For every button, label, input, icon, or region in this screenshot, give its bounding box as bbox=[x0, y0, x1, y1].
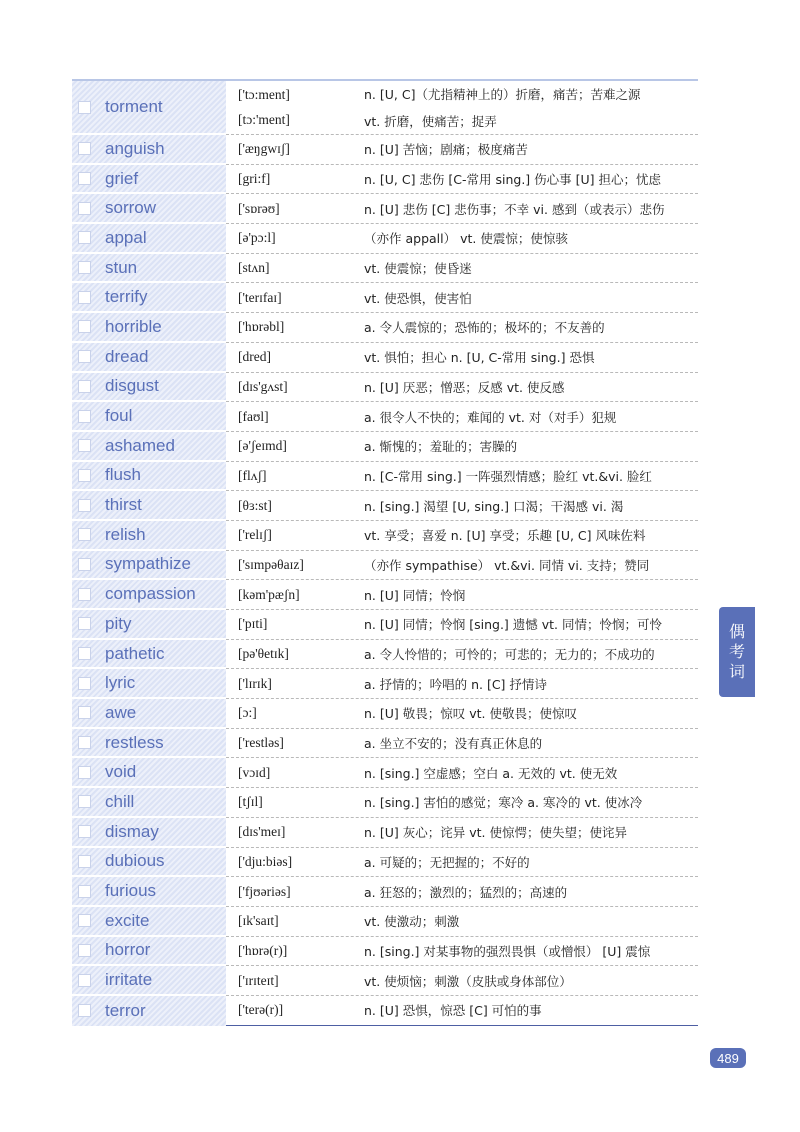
vocab-row bbox=[72, 194, 698, 224]
entry-details bbox=[226, 669, 698, 699]
phonetic: ['æŋgwɪʃ] bbox=[238, 141, 290, 157]
phonetic: [stʌn] bbox=[238, 260, 270, 276]
definition: n. [U] 厌恶；憎恶；反感 vt. 使反感 bbox=[364, 379, 565, 395]
entry-details bbox=[226, 194, 698, 224]
definition: a. 令人怜惜的；可怜的；可悲的；无力的；不成功的 bbox=[364, 647, 655, 663]
word-cell bbox=[72, 283, 226, 313]
vocab-word: lyric bbox=[105, 673, 136, 693]
section-tab bbox=[719, 607, 755, 697]
word-cell bbox=[72, 135, 226, 165]
definition: n. [U] 同情；怜悯 [sing.] 遗憾 vt. 同情；怜悯；可怜 bbox=[364, 617, 662, 633]
phonetic: [dred] bbox=[238, 349, 271, 365]
entry-details bbox=[226, 818, 698, 848]
vocab-row bbox=[72, 818, 698, 848]
phonetic: [flʌʃ] bbox=[238, 467, 267, 483]
vocab-row bbox=[72, 165, 698, 195]
entry-details bbox=[226, 640, 698, 670]
vocab-word: anguish bbox=[105, 138, 165, 158]
word-cell bbox=[72, 818, 226, 848]
entry-details bbox=[226, 81, 698, 135]
word-cell bbox=[72, 194, 226, 224]
entry-details bbox=[226, 551, 698, 581]
vocab-row bbox=[72, 788, 698, 818]
phonetic: ['terə(r)] bbox=[238, 1002, 284, 1018]
phonetic: [dɪs'gʌst] bbox=[238, 378, 288, 394]
word-cell bbox=[72, 699, 226, 729]
entry-details bbox=[226, 224, 698, 254]
vocab-row bbox=[72, 283, 698, 313]
vocab-word: pathetic bbox=[105, 643, 165, 663]
word-checkbox[interactable] bbox=[78, 350, 91, 363]
word-checkbox[interactable] bbox=[78, 617, 91, 630]
entry-details bbox=[226, 283, 698, 313]
phonetic: ['relɪʃ] bbox=[238, 527, 272, 543]
entry-details bbox=[226, 373, 698, 403]
entry-details bbox=[226, 937, 698, 967]
vocab-row bbox=[72, 580, 698, 610]
definition bbox=[364, 85, 698, 130]
entry-details bbox=[226, 135, 698, 165]
phonetic: [ɔ:] bbox=[238, 705, 257, 721]
vocab-row bbox=[72, 432, 698, 462]
section-tab-char: 词 bbox=[728, 662, 745, 681]
vocab-row bbox=[72, 966, 698, 996]
entry-details bbox=[226, 462, 698, 492]
phonetic: [faʊl] bbox=[238, 408, 269, 424]
word-cell bbox=[72, 580, 226, 610]
word-cell bbox=[72, 788, 226, 818]
entry-details bbox=[226, 758, 698, 788]
definition: n. [sing.] 对某事物的强烈畏惧（或憎恨） [U] 震惊 bbox=[364, 943, 651, 959]
word-cell bbox=[72, 758, 226, 788]
word-checkbox[interactable] bbox=[78, 914, 91, 927]
phonetic: [ɪk'saɪt] bbox=[238, 913, 279, 929]
vocab-word: furious bbox=[105, 881, 157, 901]
section-tab-char: 考 bbox=[728, 642, 745, 661]
entry-details bbox=[226, 610, 698, 640]
phonetic: ['pɪti] bbox=[238, 616, 268, 632]
word-checkbox[interactable] bbox=[78, 885, 91, 898]
definition: vt. 惧怕；担心 n. [U, C-常用 sing.] 恐惧 bbox=[364, 350, 595, 366]
word-cell bbox=[72, 551, 226, 581]
word-cell bbox=[72, 254, 226, 284]
vocab-word: void bbox=[105, 762, 137, 782]
entry-details bbox=[226, 699, 698, 729]
vocab-row bbox=[72, 551, 698, 581]
word-checkbox[interactable] bbox=[78, 677, 91, 690]
word-checkbox[interactable] bbox=[78, 291, 91, 304]
vocab-word: horror bbox=[105, 940, 151, 960]
vocab-row bbox=[72, 343, 698, 373]
word-checkbox[interactable] bbox=[78, 528, 91, 541]
vocab-word: sorrow bbox=[105, 198, 157, 218]
vocab-word: thirst bbox=[105, 495, 142, 515]
definition: n. [sing.] 空虚感；空白 a. 无效的 vt. 使无效 bbox=[364, 765, 618, 781]
word-cell bbox=[72, 729, 226, 759]
definition: vt. 使恐惧，使害怕 bbox=[364, 290, 472, 306]
vocab-row bbox=[72, 313, 698, 343]
vocab-word: grief bbox=[105, 168, 139, 188]
phonetic: ['sɪmpəθaɪz] bbox=[238, 556, 304, 572]
phonetic: ['sɒrəʊ] bbox=[238, 200, 280, 216]
phonetic-line: [tɔ:'ment] bbox=[238, 112, 290, 127]
phonetic: [ə'pɔ:l] bbox=[238, 230, 276, 246]
definition: vt. 享受；喜爱 n. [U] 享受；乐趣 [U, C] 风味佐料 bbox=[364, 528, 646, 544]
entry-details bbox=[226, 254, 698, 284]
definition: n. [U] 苦恼；剧痛；极度痛苦 bbox=[364, 142, 528, 158]
word-checkbox[interactable] bbox=[78, 380, 91, 393]
vocab-word: terrify bbox=[105, 287, 148, 307]
entry-details bbox=[226, 580, 698, 610]
definition: vt. 使烦恼；刺激（皮肤或身体部位） bbox=[364, 973, 572, 989]
vocab-word: sympathize bbox=[105, 554, 191, 574]
vocab-word: awe bbox=[105, 702, 137, 722]
phonetic: ['lɪrɪk] bbox=[238, 675, 272, 691]
word-checkbox[interactable] bbox=[78, 499, 91, 512]
word-cell bbox=[72, 640, 226, 670]
vocabulary-table bbox=[72, 79, 698, 1026]
definition: a. 令人震惊的；恐怖的；极坏的；不友善的 bbox=[364, 320, 605, 336]
vocab-row bbox=[72, 758, 698, 788]
vocab-word: stun bbox=[105, 257, 138, 277]
vocab-word: restless bbox=[105, 732, 164, 752]
word-checkbox[interactable] bbox=[78, 469, 91, 482]
definition: （亦作 sympathise） vt.&vi. 同情 vi. 支持；赞同 bbox=[364, 557, 650, 573]
vocab-word: torment bbox=[105, 97, 163, 116]
vocab-row bbox=[72, 848, 698, 878]
phonetic-line: ['tɔ:ment] bbox=[238, 87, 290, 102]
vocab-row bbox=[72, 373, 698, 403]
entry-details bbox=[226, 521, 698, 551]
word-checkbox[interactable] bbox=[78, 320, 91, 333]
word-checkbox[interactable] bbox=[78, 261, 91, 274]
phonetic: [θɜ:st] bbox=[238, 497, 272, 513]
entry-details bbox=[226, 848, 698, 878]
entry-details bbox=[226, 343, 698, 373]
word-cell bbox=[72, 81, 226, 135]
vocab-word: flush bbox=[105, 465, 141, 485]
entry-details bbox=[226, 432, 698, 462]
vocab-word: pity bbox=[105, 613, 132, 633]
entry-details bbox=[226, 966, 698, 996]
entry-details bbox=[226, 996, 698, 1026]
word-cell bbox=[72, 432, 226, 462]
phonetic bbox=[226, 87, 364, 128]
phonetic: ['fjʊəriəs] bbox=[238, 883, 291, 899]
word-checkbox[interactable] bbox=[78, 974, 91, 987]
word-checkbox[interactable] bbox=[78, 944, 91, 957]
definition-line: vt. 折磨，使痛苦；捉弄 bbox=[364, 114, 497, 129]
definition-line: n. [U, C]（尤指精神上的）折磨，痛苦；苦难之源 bbox=[364, 87, 641, 102]
vocab-row bbox=[72, 224, 698, 254]
entry-details bbox=[226, 165, 698, 195]
word-checkbox[interactable] bbox=[78, 736, 91, 749]
word-checkbox[interactable] bbox=[78, 588, 91, 601]
word-checkbox[interactable] bbox=[78, 766, 91, 779]
definition: n. [sing.] 害怕的感觉；寒冷 a. 寒冷的 vt. 使冰冷 bbox=[364, 795, 643, 811]
word-cell bbox=[72, 669, 226, 699]
word-cell bbox=[72, 937, 226, 967]
definition: （亦作 appall） vt. 使震惊；使惊骇 bbox=[364, 231, 568, 247]
phonetic: [tʃɪl] bbox=[238, 794, 263, 810]
word-cell bbox=[72, 165, 226, 195]
phonetic: [ə'ʃeɪmd] bbox=[238, 438, 287, 454]
definition: vt. 使震惊；使昏迷 bbox=[364, 261, 472, 277]
phonetic: [vɔɪd] bbox=[238, 764, 271, 780]
definition: n. [sing.] 渴望 [U, sing.] 口渴；干渴感 vi. 渴 bbox=[364, 498, 624, 514]
vocab-row bbox=[72, 699, 698, 729]
vocab-word: ashamed bbox=[105, 435, 175, 455]
word-cell bbox=[72, 996, 226, 1026]
definition: a. 坐立不安的；没有真正休息的 bbox=[364, 736, 543, 752]
entry-details bbox=[226, 877, 698, 907]
phonetic: [gri:f] bbox=[238, 171, 271, 187]
vocab-word: appal bbox=[105, 227, 147, 247]
word-cell bbox=[72, 610, 226, 640]
vocab-word: foul bbox=[105, 406, 133, 426]
word-cell bbox=[72, 877, 226, 907]
word-checkbox[interactable] bbox=[78, 855, 91, 868]
entry-details bbox=[226, 402, 698, 432]
section-tab-char: 偶 bbox=[728, 622, 745, 641]
definition: n. [C-常用 sing.] 一阵强烈情感；脸红 vt.&vi. 脸红 bbox=[364, 468, 652, 484]
vocab-row bbox=[72, 640, 698, 670]
word-checkbox[interactable] bbox=[78, 558, 91, 571]
definition: n. [U] 敬畏；惊叹 vt. 使敬畏；使惊叹 bbox=[364, 706, 577, 722]
vocab-word: excite bbox=[105, 910, 150, 930]
vocab-row bbox=[72, 491, 698, 521]
word-checkbox[interactable] bbox=[78, 142, 91, 155]
word-checkbox[interactable] bbox=[78, 795, 91, 808]
vocab-word: dubious bbox=[105, 851, 165, 871]
definition: n. [U] 悲伤 [C] 悲伤事；不幸 vi. 感到（或表示）悲伤 bbox=[364, 201, 665, 217]
vocab-word: disgust bbox=[105, 376, 159, 396]
vocab-row bbox=[72, 610, 698, 640]
entry-details bbox=[226, 313, 698, 343]
phonetic: [pə'θetɪk] bbox=[238, 646, 289, 662]
phonetic: ['terɪfaɪ] bbox=[238, 289, 282, 305]
word-cell bbox=[72, 521, 226, 551]
phonetic: ['hɒrə(r)] bbox=[238, 942, 288, 958]
vocab-row bbox=[72, 402, 698, 432]
word-checkbox[interactable] bbox=[78, 1004, 91, 1017]
vocab-row bbox=[72, 669, 698, 699]
phonetic: ['restləs] bbox=[238, 735, 284, 751]
word-checkbox[interactable] bbox=[78, 231, 91, 244]
word-cell bbox=[72, 313, 226, 343]
vocab-word: relish bbox=[105, 524, 146, 544]
vocab-row bbox=[72, 254, 698, 284]
phonetic: ['ɪrɪteɪt] bbox=[238, 972, 279, 988]
definition: a. 抒情的；吟唱的 n. [C] 抒情诗 bbox=[364, 676, 547, 692]
vocab-word: dread bbox=[105, 346, 149, 366]
word-cell bbox=[72, 343, 226, 373]
phonetic: [dɪs'meɪ] bbox=[238, 824, 286, 840]
page-number: 489 bbox=[710, 1048, 746, 1068]
word-checkbox[interactable] bbox=[78, 706, 91, 719]
phonetic: [kəm'pæʃn] bbox=[238, 586, 300, 602]
entry-details bbox=[226, 788, 698, 818]
word-checkbox[interactable] bbox=[78, 101, 91, 114]
word-cell bbox=[72, 402, 226, 432]
word-checkbox[interactable] bbox=[78, 439, 91, 452]
phonetic: ['hɒrəbl] bbox=[238, 319, 285, 335]
phonetic: ['dju:biəs] bbox=[238, 853, 293, 869]
vocab-word: dismay bbox=[105, 821, 159, 841]
definition: a. 可疑的；无把握的；不好的 bbox=[364, 854, 530, 870]
entry-details bbox=[226, 729, 698, 759]
vocab-row bbox=[72, 877, 698, 907]
vocab-word: irritate bbox=[105, 970, 153, 990]
vocab-row bbox=[72, 81, 698, 135]
definition: a. 很令人不快的；难闻的 vt. 对（对手）犯规 bbox=[364, 409, 617, 425]
definition: vt. 使激动；刺激 bbox=[364, 914, 460, 930]
word-cell bbox=[72, 491, 226, 521]
vocab-row bbox=[72, 521, 698, 551]
definition: a. 狂怒的；激烈的；猛烈的；高速的 bbox=[364, 884, 568, 900]
word-checkbox[interactable] bbox=[78, 825, 91, 838]
vocab-row bbox=[72, 907, 698, 937]
vocab-word: compassion bbox=[105, 584, 196, 604]
definition: n. [U] 同情；怜悯 bbox=[364, 587, 466, 603]
word-cell bbox=[72, 373, 226, 403]
vocab-word: horrible bbox=[105, 316, 162, 336]
word-cell bbox=[72, 966, 226, 996]
vocab-row bbox=[72, 135, 698, 165]
definition: n. [U, C] 悲伤 [C-常用 sing.] 伤心事 [U] 担心；忧虑 bbox=[364, 172, 661, 188]
definition: a. 惭愧的；羞耻的；害臊的 bbox=[364, 439, 518, 455]
word-cell bbox=[72, 907, 226, 937]
word-checkbox[interactable] bbox=[78, 410, 91, 423]
vocab-row bbox=[72, 996, 698, 1026]
word-checkbox[interactable] bbox=[78, 647, 91, 660]
vocab-word: chill bbox=[105, 791, 135, 811]
entry-details bbox=[226, 907, 698, 937]
word-cell bbox=[72, 462, 226, 492]
vocab-row bbox=[72, 937, 698, 967]
definition: n. [U] 恐惧，惊恐 [C] 可怕的事 bbox=[364, 1003, 542, 1019]
vocab-word: terror bbox=[105, 1000, 146, 1020]
word-checkbox[interactable] bbox=[78, 202, 91, 215]
vocab-row bbox=[72, 729, 698, 759]
definition: n. [U] 灰心；诧异 vt. 使惊愕；使失望；使诧异 bbox=[364, 825, 627, 841]
word-cell bbox=[72, 224, 226, 254]
word-cell bbox=[72, 848, 226, 878]
vocab-row bbox=[72, 462, 698, 492]
entry-details bbox=[226, 491, 698, 521]
word-checkbox[interactable] bbox=[78, 172, 91, 185]
